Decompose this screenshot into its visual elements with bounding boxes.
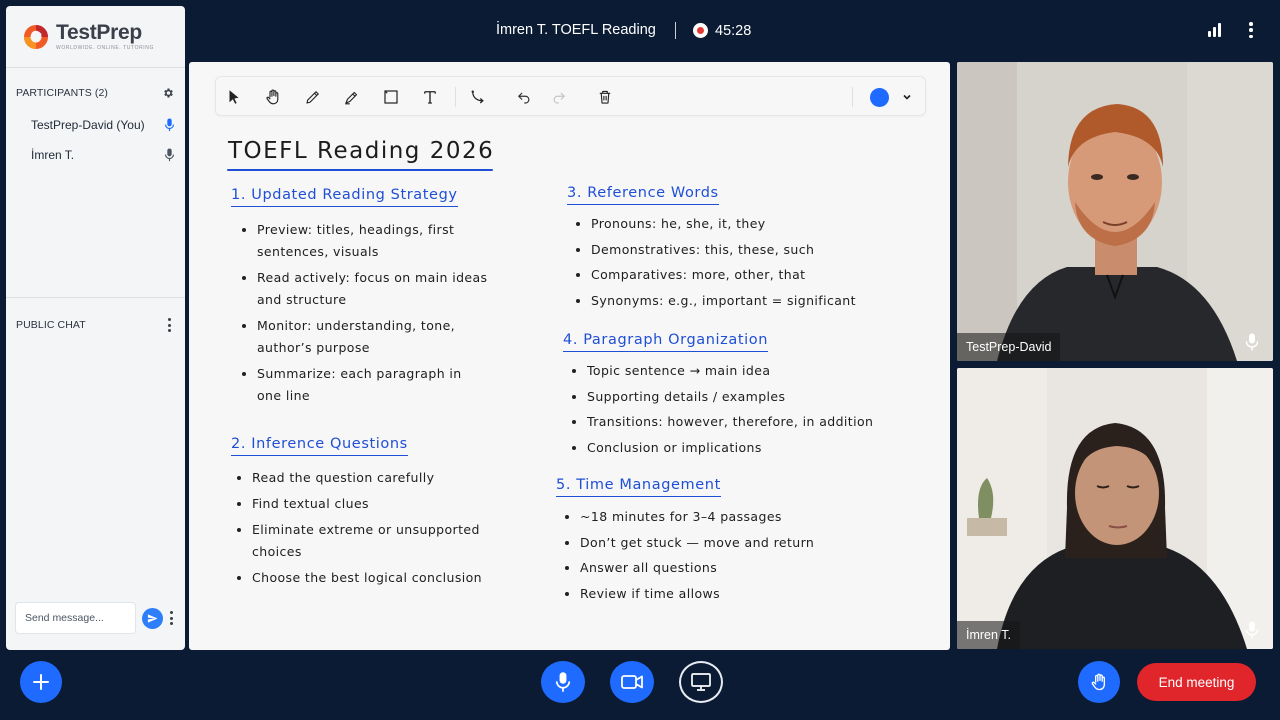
title-underline [227,169,493,171]
participants-panel [6,68,185,298]
chat-message-input[interactable] [15,602,136,634]
monitor-icon [691,673,711,691]
video-feed-imren [957,368,1273,649]
bullet-item: Supporting details / examples [561,386,873,408]
mic-icon [164,148,175,162]
chevron-down-icon[interactable] [901,91,913,103]
bullet-item: Synonyms: e.g., important = significant [565,290,856,312]
video-feed-david [957,62,1273,361]
participant-row[interactable] [16,110,175,140]
raise-hand-button[interactable] [1078,661,1120,703]
toolbar-divider [455,87,456,107]
testprep-logo-icon [22,23,50,51]
board-section-5 [556,476,814,608]
rectangle-tool-icon[interactable] [381,87,401,107]
bullet-item: Conclusion or implications [561,437,873,459]
left-sidebar [6,6,185,650]
bullet-item: Pronouns: he, she, it, they [565,213,856,235]
bullet-continuation: choices [252,544,302,559]
participant-row[interactable] [16,140,175,170]
end-meeting-button[interactable]: End meeting [1137,663,1256,701]
section-heading: 2. Inference Questions [231,436,408,456]
video-name-label: TestPrep-David [957,333,1060,361]
board-section-1 [231,186,487,411]
public-chat-panel [6,298,185,648]
hand-tool-icon[interactable] [263,87,283,107]
bullet-item: Transitions: however, therefore, in addition [561,411,873,433]
connection-stats-icon[interactable] [1208,23,1222,37]
undo-icon[interactable] [514,87,534,107]
video-camera-icon [621,674,643,690]
gear-icon[interactable] [161,86,175,100]
bullet-continuation: and structure [257,292,347,307]
video-tile-imren[interactable] [957,368,1273,649]
text-tool-icon[interactable] [420,87,440,107]
toolbar-divider [852,87,853,107]
redo-icon[interactable] [549,87,569,107]
select-tool-icon[interactable] [224,87,244,107]
section-heading: 4. Paragraph Organization [563,332,768,352]
bullet-item: Read actively: focus on main ideas [231,267,487,289]
participants-title: PARTICIPANTS (2) [16,87,109,99]
participant-name: İmren T. [31,148,75,162]
brand-name: TestPrep [56,21,142,44]
camera-button[interactable] [610,661,654,703]
trash-icon[interactable] [595,87,615,107]
bullet-item: Comparatives: more, other, that [565,264,856,286]
chat-more-icon[interactable] [167,610,175,626]
mic-active-icon [164,118,175,132]
recording-icon [693,23,708,38]
bullet-item: Summarize: each paragraph in [231,363,487,385]
brand-tagline: WORLDWIDE. ONLINE. TUTORING [56,45,154,51]
bullet-item: Monitor: understanding, tone, [231,315,487,337]
video-tile-david[interactable] [957,62,1273,361]
share-screen-button[interactable] [679,661,723,703]
mic-icon [1245,621,1259,639]
meeting-timer: 45:28 [715,23,752,39]
whiteboard[interactable] [189,62,950,650]
marker-tool-icon[interactable] [342,87,362,107]
board-section-4 [563,331,873,462]
bullet-item: Demonstratives: this, these, such [565,239,856,261]
connector-tool-icon[interactable] [468,87,488,107]
bullet-item: Don’t get stuck — move and return [554,532,814,554]
microphone-button[interactable] [541,661,585,703]
section-heading: 1. Updated Reading Strategy [231,187,458,207]
bullet-continuation: sentences, visuals [257,244,379,259]
section-heading: 3. Reference Words [567,185,719,205]
board-section-2 [231,435,482,593]
bullet-item: Topic sentence → main idea [561,360,873,382]
bullet-item: Answer all questions [554,557,814,579]
microphone-icon [555,671,571,693]
bullet-item: Review if time allows [554,583,814,605]
color-picker-swatch[interactable] [870,88,889,107]
pencil-tool-icon[interactable] [303,87,323,107]
bullet-continuation: one line [257,388,310,403]
bullet-item: Find textual clues [226,493,482,515]
chat-options-icon[interactable] [163,317,175,333]
raise-hand-icon [1089,671,1109,693]
bullet-item: Choose the best logical conclusion [226,567,482,589]
chat-title: PUBLIC CHAT [16,319,86,331]
board-section-3 [567,184,856,315]
bullet-item: Read the question carefully [226,467,482,489]
participant-name: TestPrep-David (You) [31,118,145,132]
bullet-item: ~18 minutes for 3–4 passages [554,506,814,528]
bullet-item: Preview: titles, headings, first [231,219,487,241]
add-button[interactable] [20,661,62,703]
title-divider [675,22,676,39]
whiteboard-toolbar [215,76,926,116]
meeting-title: İmren T. TOEFL Reading [496,22,656,38]
bullet-item: Eliminate extreme or unsupported [226,519,482,541]
bullet-continuation: author’s purpose [257,340,370,355]
brand-logo [6,6,185,68]
video-name-label: İmren T. [957,621,1020,649]
section-heading: 5. Time Management [556,477,721,497]
top-bar [190,0,1280,62]
plus-icon [31,672,51,692]
mic-icon [1245,333,1259,351]
send-icon[interactable] [142,608,163,629]
board-title: TOEFL Reading 2026 [228,138,495,164]
more-options-icon[interactable] [1248,22,1254,38]
